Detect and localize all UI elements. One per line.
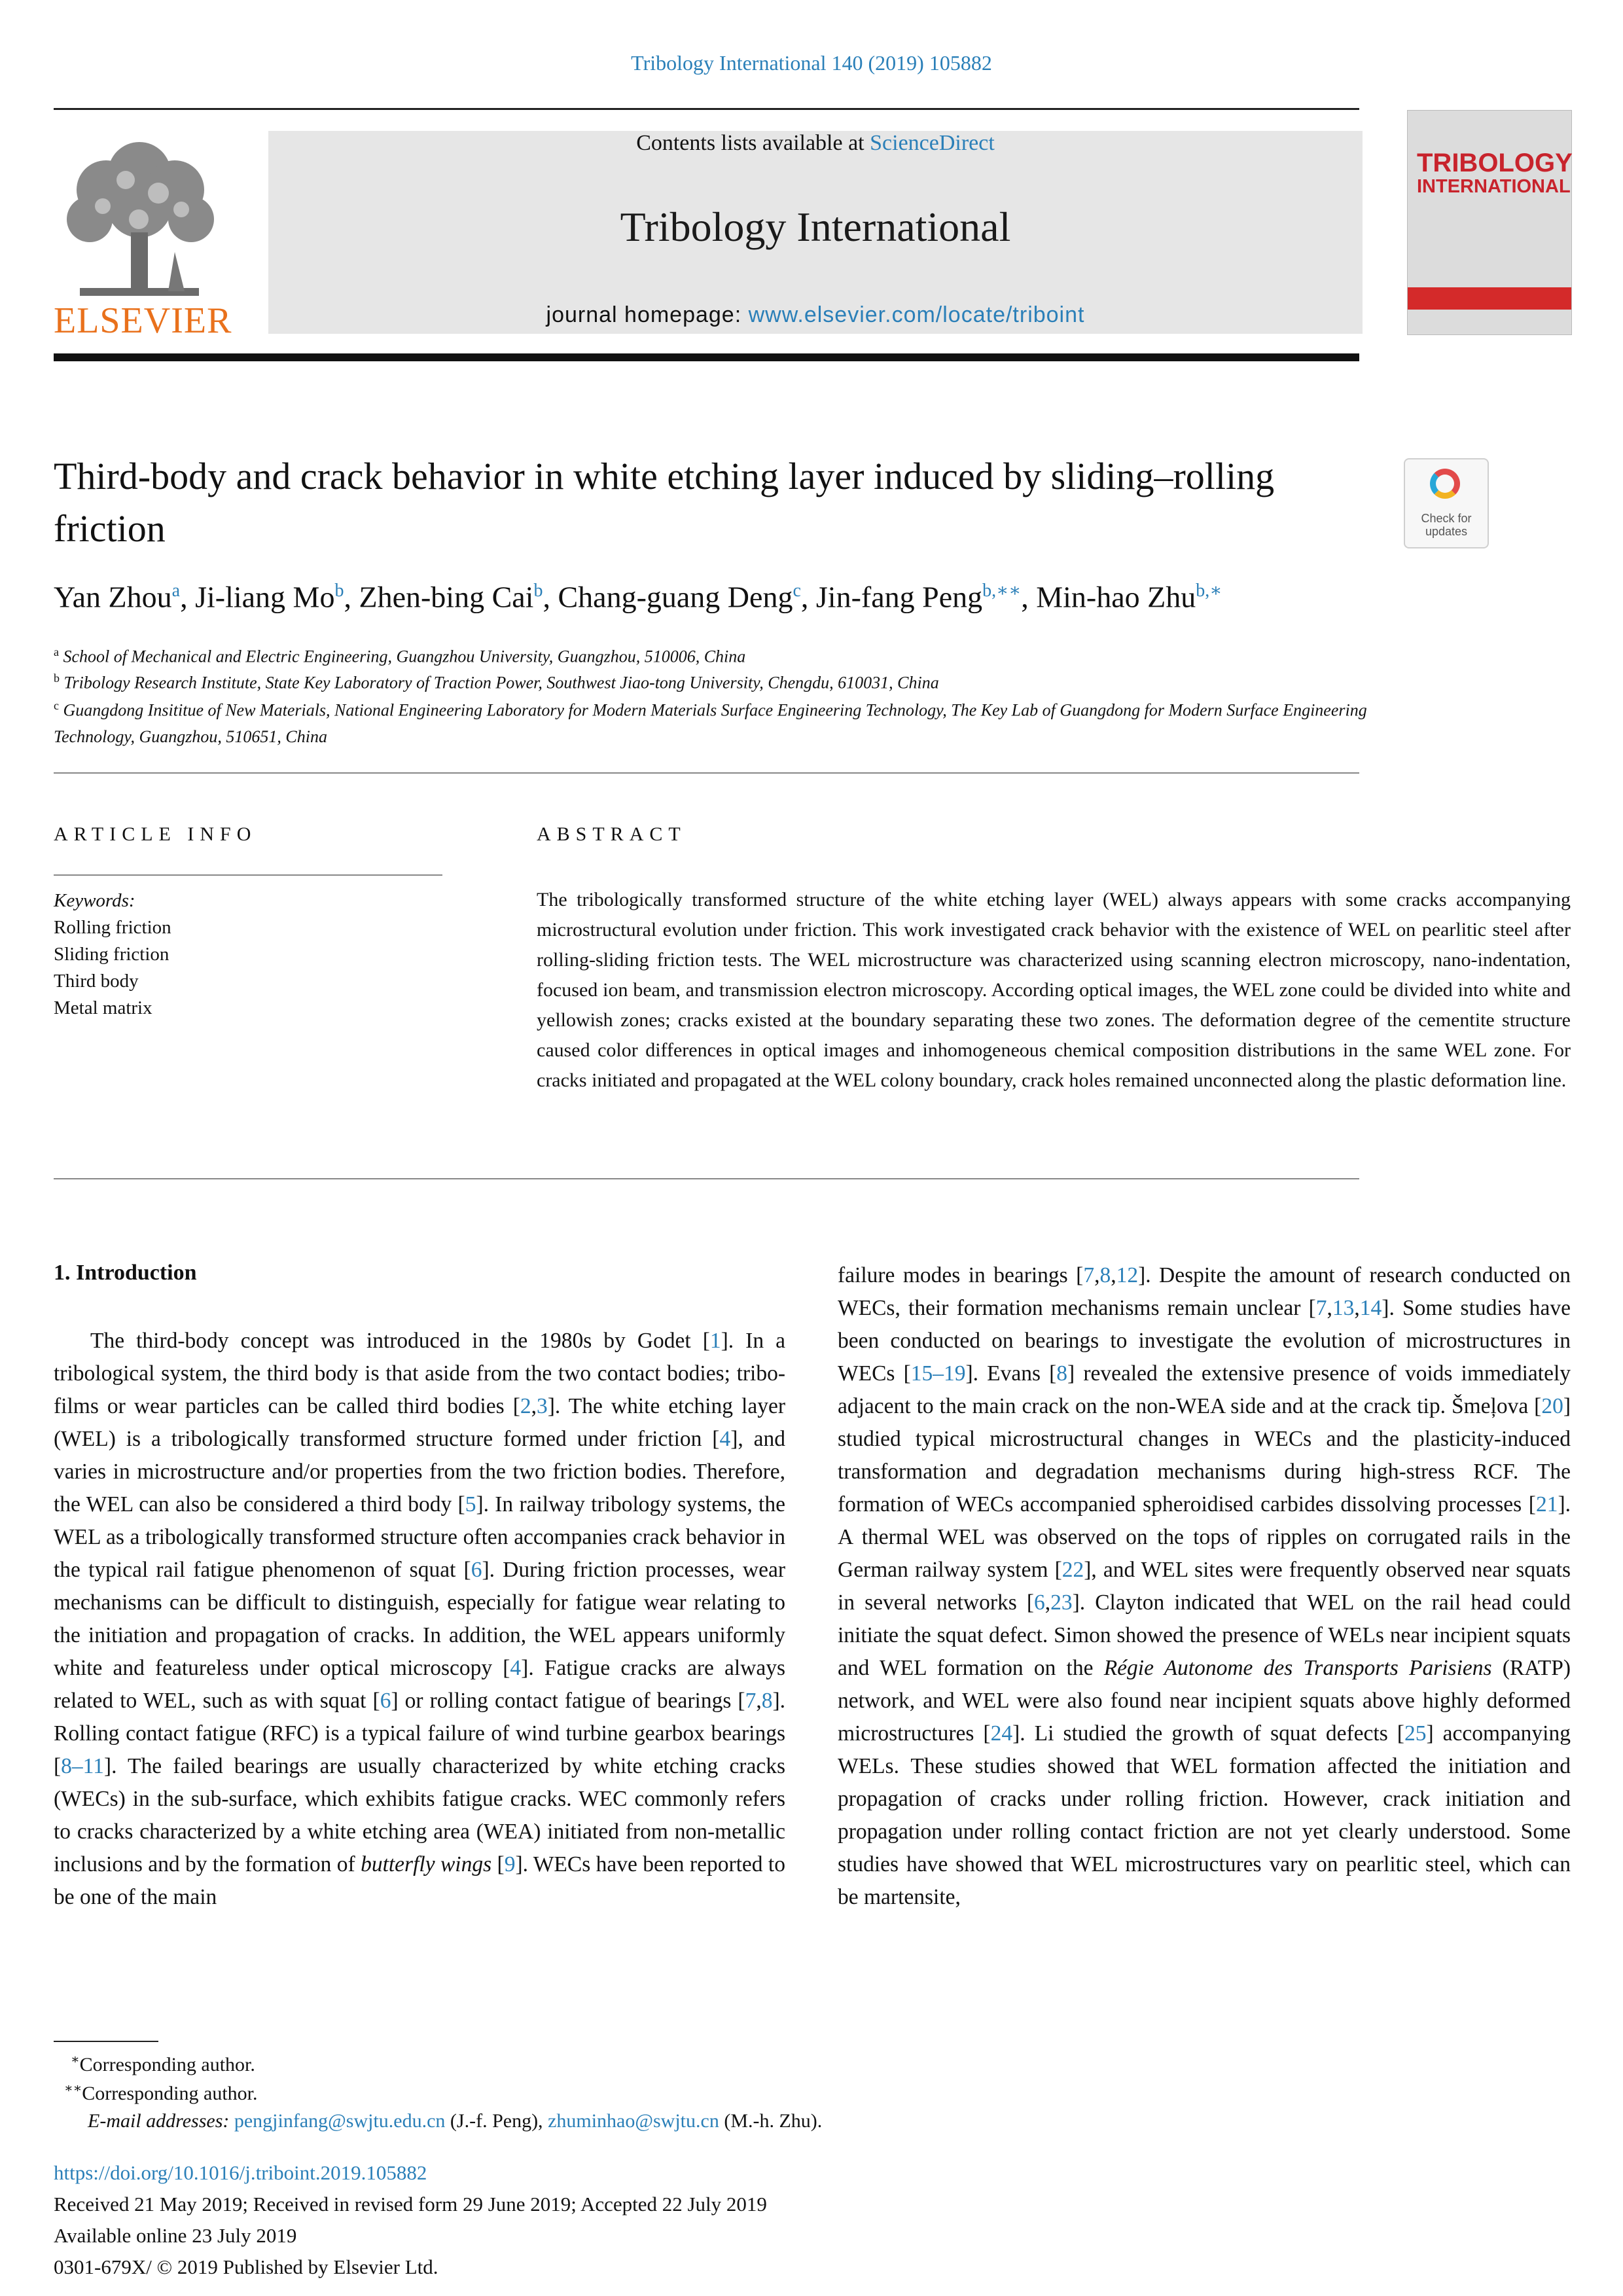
- elsevier-tree-logo-icon: [54, 128, 225, 301]
- author-sup[interactable]: b,∗∗: [982, 581, 1022, 601]
- body-text: ]. A thermal WEL was observed on the tops of ripples on corrugated rails in the German railway system [: [838, 1492, 1571, 1582]
- body-text: ,: [1327, 1296, 1332, 1320]
- citation-link[interactable]: 4: [719, 1427, 731, 1451]
- homepage-link[interactable]: www.elsevier.com/locate/triboint: [748, 302, 1085, 327]
- email-owner: (J.-f. Peng),: [445, 2110, 548, 2132]
- keyword: Third body: [54, 971, 139, 992]
- body-text: ]. In a tribological system, the third body is that aside from the two contact bodies; tribo-films or wear particles can be called third bodies [: [54, 1329, 785, 1418]
- body-text: ] accompanying WELs. These studies showed that WEL formation affected the initiation and propagation of cracks under rolling friction. However, crack initiation and propagation under rolling contact friction are not yet clearly understood. Some studies have showed that WEL microstructures vary on pearlitic steel, which can be martensite,: [838, 1721, 1571, 1909]
- body-text: ]. Rolling contact fatigue (RFC) is a typical failure of wind turbine gearbox bearings [: [54, 1689, 785, 1778]
- copyright: 0301-679X/ © 2019 Published by Elsevier Ltd.: [54, 2255, 438, 2278]
- citation-link[interactable]: 7: [1315, 1296, 1327, 1320]
- abstract-heading: ABSTRACT: [537, 823, 687, 845]
- section-rule: [54, 1178, 1359, 1179]
- sciencedirect-link[interactable]: ScienceDirect: [870, 131, 995, 155]
- author-name: Jin-fang Peng: [815, 580, 983, 614]
- body-text: ,: [531, 1394, 537, 1418]
- affiliation-text: School of Mechanical and Electric Engineering, Guangzhou University, Guangzhou, 510006, China: [63, 647, 746, 666]
- footnote-corresponding-1: [71, 2051, 255, 2076]
- author-sup[interactable]: b: [533, 581, 543, 601]
- footnote-mark: ∗: [71, 2053, 80, 2067]
- keyword: Rolling friction: [54, 917, 171, 938]
- author-sup[interactable]: b: [334, 581, 344, 601]
- citation-link[interactable]: 8–11: [61, 1754, 104, 1778]
- body-text: ], and varies in microstructure and/or properties from the two friction bodies. Therefore, the WEL can also be considered a third body [: [54, 1427, 785, 1516]
- affiliation-text: Tribology Research Institute, State Key Laboratory of Traction Power, Southwest Jiao-tong University, Chengdu, 610031, China: [63, 673, 939, 692]
- check-for-updates-label: Check for updates: [1421, 512, 1472, 538]
- abstract-text: The tribologically transformed structure of the white etching layer (WEL) always appears with some cracks accompanying microstructural evolution under friction. This work investigated crack behavior with the existence of WEL on pearlitic steel after rolling-sliding friction tests. The WEL microstructure was characterized using scanning electron microscopy, nano-indentation, focused ion beam, and transmission electron microscopy. According optical images, the WEL zone could be divided into white and yellowish zones; cracks existed at the boundary separating these two zones. The deformation degree of the cementite structure caused color differences in optical images and inhomogeneous chemical composition distributions in the same WEL zone. For cracks initiated and propagated at the WEL colony boundary, crack holes remained unconnected along the plastic deformation line.: [537, 889, 1571, 1091]
- body-text: ]. Li studied the growth of squat defects [: [1012, 1721, 1404, 1746]
- citation-link[interactable]: 15–19: [910, 1361, 966, 1386]
- author-name: Zhen-bing Cai: [359, 580, 534, 614]
- journal-title: Tribology International: [620, 204, 1011, 250]
- body-text: ]. During friction processes, wear mechanisms can be difficult to distinguish, especially for fatigue wear relating to the initiation and propagation of cracks. In addition, the WEL appears uniformly white and featureless under optical microscopy [: [54, 1558, 786, 1680]
- body-text: ] or rolling contact fatigue of bearings [: [391, 1689, 745, 1713]
- affiliation: [54, 692, 1402, 750]
- body-text: (RATP) network, and WEL were also found near incipient squats above highly deformed microstructures [: [838, 1656, 1571, 1746]
- italic-term: Régie Autonome des Transports Parisiens: [1103, 1656, 1492, 1680]
- email-label: E-mail addresses:: [88, 2110, 230, 2132]
- citation-link[interactable]: 8: [1056, 1361, 1068, 1386]
- body-text: ]. The white etching layer (WEL) is a tribologically transformed structure formed under friction [: [54, 1394, 785, 1451]
- affiliation: [54, 665, 1363, 696]
- elsevier-logo-text: ELSEVIER: [54, 300, 232, 341]
- affiliation-text: Guangdong Insititue of New Materials, National Engineering Laboratory for Modern Materials Surface Engineering Technology, The Key Lab of Guangdong for Modern Surface Engineering Technology, Guangzhou, 510651, China: [54, 700, 1367, 746]
- body-text: ]. In railway tribology systems, the WEL as a tribologically transformed structure often accompanies crack behavior in the typical rail fatigue phenomenon of squat [: [54, 1492, 785, 1582]
- cover-title: [1417, 149, 1573, 197]
- check-for-updates-badge[interactable]: [1404, 458, 1489, 548]
- body-text: ]. Despite the amount of research conducted on WECs, their formation mechanisms remain unclear [: [838, 1263, 1571, 1320]
- citation-link[interactable]: 14: [1359, 1296, 1382, 1320]
- citation-link[interactable]: 6: [471, 1558, 482, 1582]
- citation-link[interactable]: 4: [510, 1656, 522, 1680]
- body-text: ], and WEL sites were frequently observed near squats in several networks [: [838, 1558, 1571, 1615]
- citation-link[interactable]: 7: [1083, 1263, 1095, 1287]
- footnote-text: Corresponding author.: [79, 2054, 255, 2075]
- citation-link[interactable]: 8: [1099, 1263, 1111, 1287]
- email-owner: (M.-h. Zhu).: [719, 2110, 823, 2132]
- article-info-heading: ARTICLE INFO: [54, 823, 257, 845]
- affiliation-sup: b: [54, 672, 60, 685]
- cover-red-band: [1408, 287, 1571, 310]
- footnote-rule: [54, 2041, 158, 2042]
- author-name: Ji-liang Mo: [195, 580, 335, 614]
- journal-reference[interactable]: Tribology International 140 (2019) 105882: [631, 51, 992, 75]
- footnote-mark: ∗∗: [64, 2081, 82, 2096]
- introduction-heading: 1. Introduction: [54, 1261, 197, 1285]
- author-name: Yan Zhou: [54, 580, 172, 614]
- author-sup[interactable]: b,∗: [1196, 581, 1222, 601]
- citation-link[interactable]: 5: [465, 1492, 476, 1516]
- author-list: Yan Zhou$^a$, Ji-liang Mo$^b$, Zhen-bing Cai$^b$, Chang-guang Deng$^c$, Jin-fang Peng$^{b,∗∗}$, Min-hao Zhu$^{b,∗}$: [54, 580, 1222, 614]
- body-text: ]. Fatigue cracks are always related to WEL, such as with squat [: [54, 1656, 785, 1713]
- citation-link[interactable]: 12: [1116, 1263, 1139, 1287]
- citation-link[interactable]: 13: [1332, 1296, 1355, 1320]
- homepage-prefix: journal homepage:: [546, 302, 749, 327]
- citation-link[interactable]: 6: [380, 1689, 391, 1713]
- body-text: ,: [1354, 1296, 1360, 1320]
- homepage-line: [268, 302, 1363, 328]
- citation-link[interactable]: 9: [504, 1852, 516, 1876]
- section-rule: [54, 772, 1359, 774]
- footnote-emails: [88, 2110, 822, 2132]
- keywords-rule: [54, 874, 442, 876]
- body-text: ,: [1111, 1263, 1116, 1287]
- citation-link[interactable]: 8: [761, 1689, 773, 1713]
- header-rule: [54, 108, 1359, 110]
- email-link[interactable]: pengjinfang@swjtu.edu.cn: [234, 2110, 446, 2132]
- body-column-right: [838, 1259, 1571, 1914]
- body-text: ,: [756, 1689, 762, 1713]
- cover-top-stripe: [1408, 118, 1571, 125]
- affiliation-sup: c: [54, 699, 59, 712]
- citation-link[interactable]: 3: [537, 1394, 548, 1418]
- citation-link[interactable]: 24: [990, 1721, 1013, 1746]
- citation-link[interactable]: 7: [745, 1689, 757, 1713]
- body-text: ] revealed the extensive presence of voids immediately adjacent to the main crack on the non-WEA side and at the crack tip. Šmeļova [: [838, 1361, 1571, 1418]
- keywords-label: Keywords:: [54, 890, 135, 911]
- body-column-left: [54, 1325, 785, 1914]
- author-sup[interactable]: c: [793, 581, 801, 601]
- body-text: ]. Some studies have been conducted on bearings to investigate the evolution of microstructures in WECs [: [838, 1296, 1571, 1386]
- citation-link[interactable]: 22: [1061, 1558, 1084, 1582]
- received-dates: Received 21 May 2019; Received in revised form 29 June 2019; Accepted 22 July 2019: [54, 2193, 767, 2215]
- footnote-text: Corresponding author.: [82, 2083, 258, 2104]
- affiliation-sup: a: [54, 645, 59, 658]
- cover-title-2: INTERNATIONAL: [1417, 176, 1571, 197]
- header-thick-rule: [54, 353, 1359, 361]
- journal-cover[interactable]: [1407, 110, 1572, 335]
- author-sup[interactable]: a: [171, 581, 181, 601]
- body-text: ] studied typical microstructural changes in WECs and the plasticity-induced transformation and degradation mechanisms during high-stress RCF. The formation of WECs accompanied spheroidised carbides dissolving processes [: [838, 1394, 1571, 1516]
- body-text: ,: [1044, 1590, 1051, 1615]
- keywords-block: [54, 888, 442, 1022]
- body-text: ]. Clayton indicated that WEL on the rail head could initiate the squat defect. Simon showed the presence of WELs near incipient squats and WEL formation on the: [838, 1590, 1571, 1680]
- citation-link[interactable]: 20: [1541, 1394, 1563, 1418]
- body-text: ]. The failed bearings are usually characterized by white etching cracks (WECs) in the sub-surface, which exhibits fatigue cracks. WEC commonly refers to cracks characterized by a white etching area (WEA) initiated from non-metallic inclusions and by the formation of: [54, 1754, 785, 1876]
- citation-link[interactable]: 23: [1050, 1590, 1073, 1615]
- citation-link[interactable]: 21: [1535, 1492, 1558, 1516]
- citation-link[interactable]: 6: [1034, 1590, 1045, 1615]
- body-text: ]. WECs have been reported to be one of the main: [54, 1852, 785, 1909]
- check-for-updates-icon: [1430, 469, 1460, 499]
- footnote-corresponding-2: [64, 2080, 258, 2105]
- body-text: ,: [1094, 1263, 1100, 1287]
- citation-link[interactable]: 2: [520, 1394, 531, 1418]
- keyword: Sliding friction: [54, 944, 169, 965]
- contents-prefix: Contents lists available at: [636, 131, 870, 155]
- email-link[interactable]: zhuminhao@swjtu.cn: [548, 2110, 719, 2132]
- author-name: Min-hao Zhu: [1036, 580, 1196, 614]
- body-text: The third-body concept was introduced in the 1980s by Godet [: [90, 1329, 710, 1353]
- paper-title: Third-body and crack behavior in white etching layer induced by sliding–rolling friction: [54, 455, 1275, 550]
- italic-term: butterfly wings: [361, 1852, 492, 1876]
- contents-line: [268, 131, 1363, 156]
- body-text: [: [491, 1852, 505, 1876]
- keyword: Metal matrix: [54, 997, 152, 1018]
- body-text: failure modes in bearings [: [838, 1263, 1084, 1287]
- citation-link[interactable]: 25: [1404, 1721, 1427, 1746]
- cover-title-1: TRIBOLOGY: [1417, 149, 1573, 177]
- doi-link[interactable]: https://doi.org/10.1016/j.triboint.2019.105882: [54, 2161, 427, 2184]
- citation-link[interactable]: 1: [709, 1329, 721, 1353]
- available-online: Available online 23 July 2019: [54, 2224, 297, 2247]
- body-text: ]. Evans [: [965, 1361, 1057, 1386]
- author-name: Chang-guang Deng: [558, 580, 793, 614]
